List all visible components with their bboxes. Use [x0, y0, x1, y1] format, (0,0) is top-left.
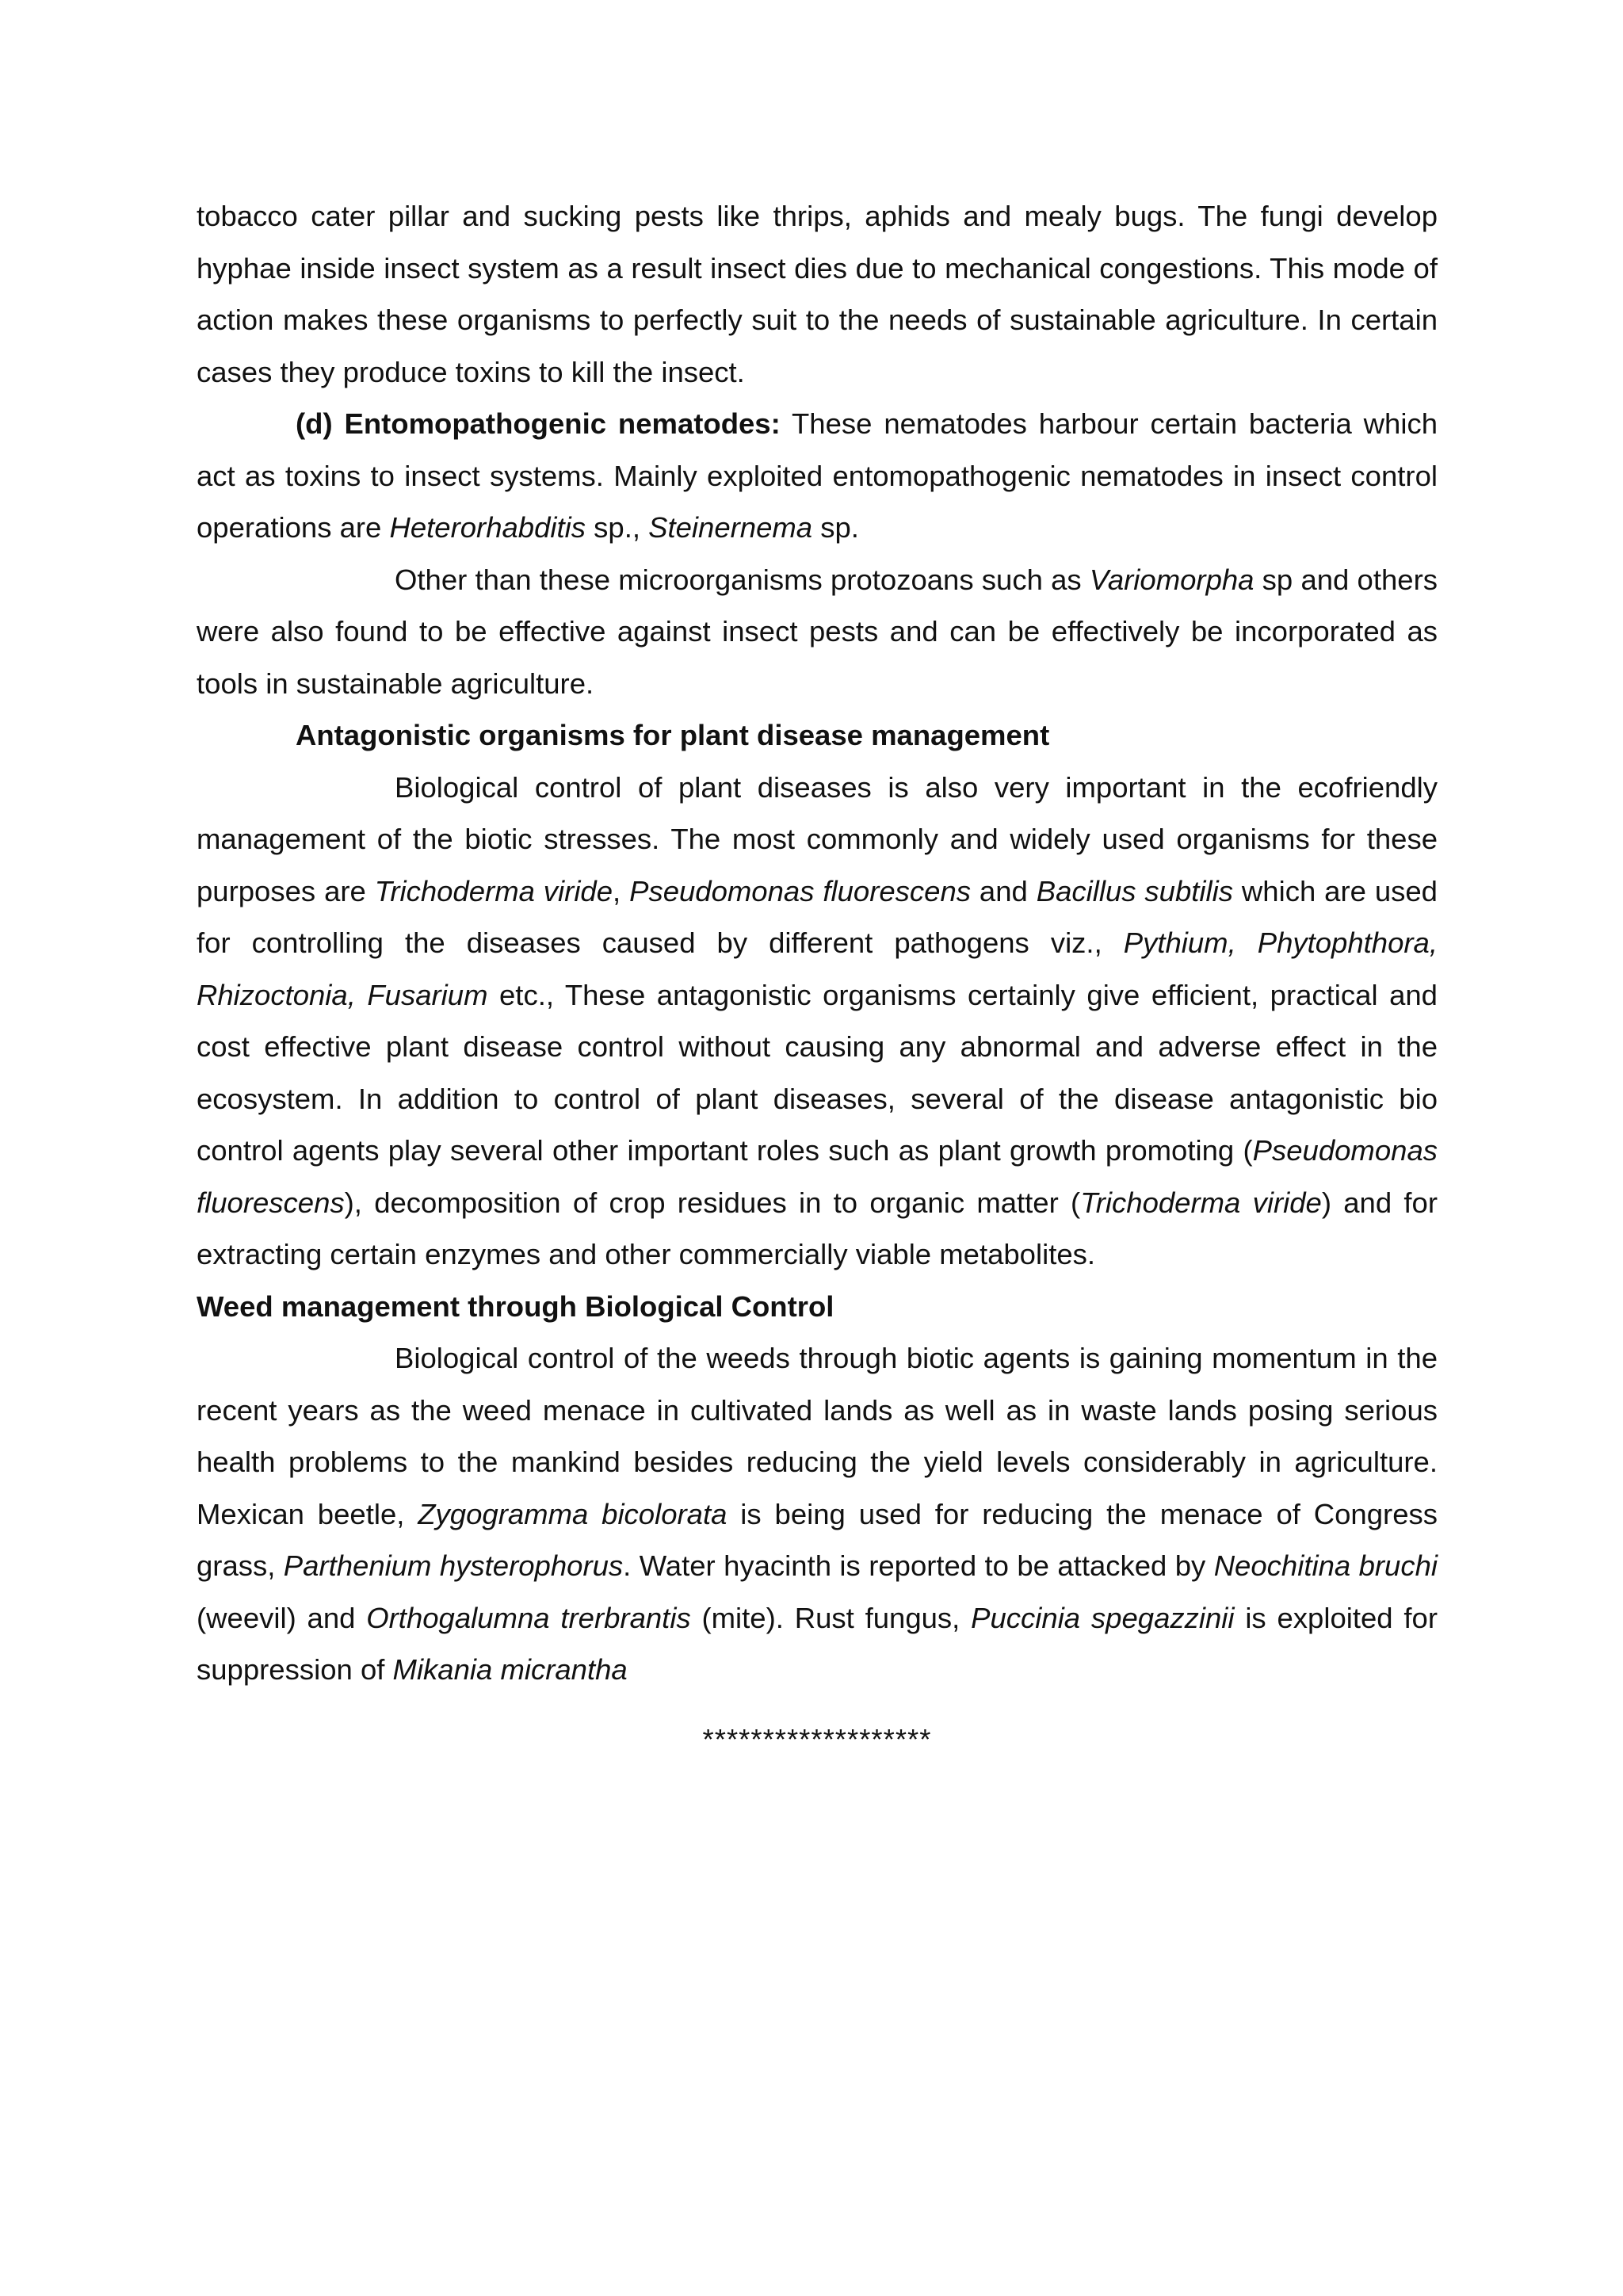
text-run: These nematodes harbour certain bacteria which act as toxins to insect systems. Mainly exploited entomopathogenic nematodes in insect control operations are — [197, 407, 1438, 544]
text-run: sp. — [812, 511, 859, 544]
text-run: and — [971, 874, 1037, 907]
text-run: (mite). Rust fungus, — [690, 1601, 972, 1634]
paragraph-weed-management — [197, 1332, 1438, 1696]
heading-weed-management: Weed management through Biological Control — [197, 1289, 834, 1323]
italic-run: Mikania micrantha — [392, 1653, 628, 1686]
italic-run: Trichoderma viride — [374, 874, 613, 907]
italic-run: Steinernema — [648, 511, 813, 544]
text-run: . Water hyacinth is reported to be attacked by — [623, 1549, 1214, 1582]
document-page — [197, 190, 1438, 1765]
paragraph-protozoans — [197, 554, 1438, 710]
italic-run: Puccinia spegazzinii — [971, 1601, 1235, 1634]
text-run: ) and for extracting certain enzymes and other commercially viable metabolites. — [197, 1186, 1438, 1270]
text-run: Biological control of the weeds through biotic agents is gaining momentum in the recent years as the weed menace in cultivated lands as well as in waste lands posing serious health problems to the mankind besides reducing the yield levels considerably in agriculture. Mexican beetle, — [197, 1342, 1438, 1530]
italic-run: Neochitina bruchi — [1213, 1549, 1438, 1582]
paragraph-antagonistic-organisms — [197, 762, 1438, 1281]
text-run: etc., These antagonistic organisms certainly give efficient, practical and cost effective plant disease control without causing any abnormal and adverse effect in the ecosystem. In addition to control of plant diseases, several of the disease antagonistic bio control agents play several other important roles such as plant growth promoting ( — [197, 978, 1438, 1167]
text-run: Other than these microorganisms protozoans such as — [395, 563, 1090, 596]
text-run: tobacco cater pillar and sucking pests like thrips, aphids and mealy bugs. The fungi develop hyphae inside insect system as a result insect dies due to mechanical congestions. This mode of action makes these organisms to perfectly suit to the needs of sustainable agriculture. In certain cases they produce toxins to kill the insect. — [197, 200, 1438, 388]
paragraph-entomopathogenic-nematodes — [197, 398, 1438, 554]
text-run: is being used for reducing the menace of Congress grass, — [197, 1497, 1438, 1582]
paragraph-fungi-continued — [197, 190, 1438, 398]
italic-run: Trichoderma viride — [1080, 1186, 1322, 1219]
italic-run: Pythium, Phytophthora, Rhizoctonia, Fusarium — [197, 926, 1438, 1011]
italic-run: Orthogalumna trerbrantis — [366, 1601, 691, 1634]
text-run: is exploited for suppression of — [197, 1601, 1438, 1686]
italic-run: Pseudomonas fluorescens — [629, 874, 972, 907]
italic-run: Variomorpha — [1089, 563, 1254, 596]
text-run: Biological control of plant diseases is also very important in the ecofriendly management of the biotic stresses. The most commonly and widely used organisms for these purposes are — [197, 770, 1438, 907]
italic-run: Bacillus subtilis — [1036, 874, 1234, 907]
italic-run: Pseudomonas fluorescens — [197, 1134, 1438, 1219]
text-run: sp and others were also found to be effective against insect pests and can be effectively be incorporated as tools in sustainable agriculture. — [197, 563, 1438, 700]
text-run: , — [613, 874, 630, 907]
italic-run: Heterorhabditis — [389, 511, 586, 544]
italic-run: Zygogramma bicolorata — [418, 1497, 727, 1530]
text-run: ), decomposition of crop residues in to organic matter ( — [344, 1186, 1081, 1219]
bold-run: (d) Entomopathogenic nematodes: — [296, 407, 781, 440]
end-of-section-marker: ******************* — [702, 1722, 932, 1755]
text-run: which are used for controlling the diseases caused by different pathogens viz., — [197, 874, 1438, 959]
text-run: (weevil) and — [197, 1601, 367, 1634]
heading-antagonistic-organisms: Antagonistic organisms for plant disease management — [296, 719, 1050, 751]
italic-run: Parthenium hysterophorus — [283, 1549, 624, 1582]
text-run: sp., — [586, 511, 649, 544]
